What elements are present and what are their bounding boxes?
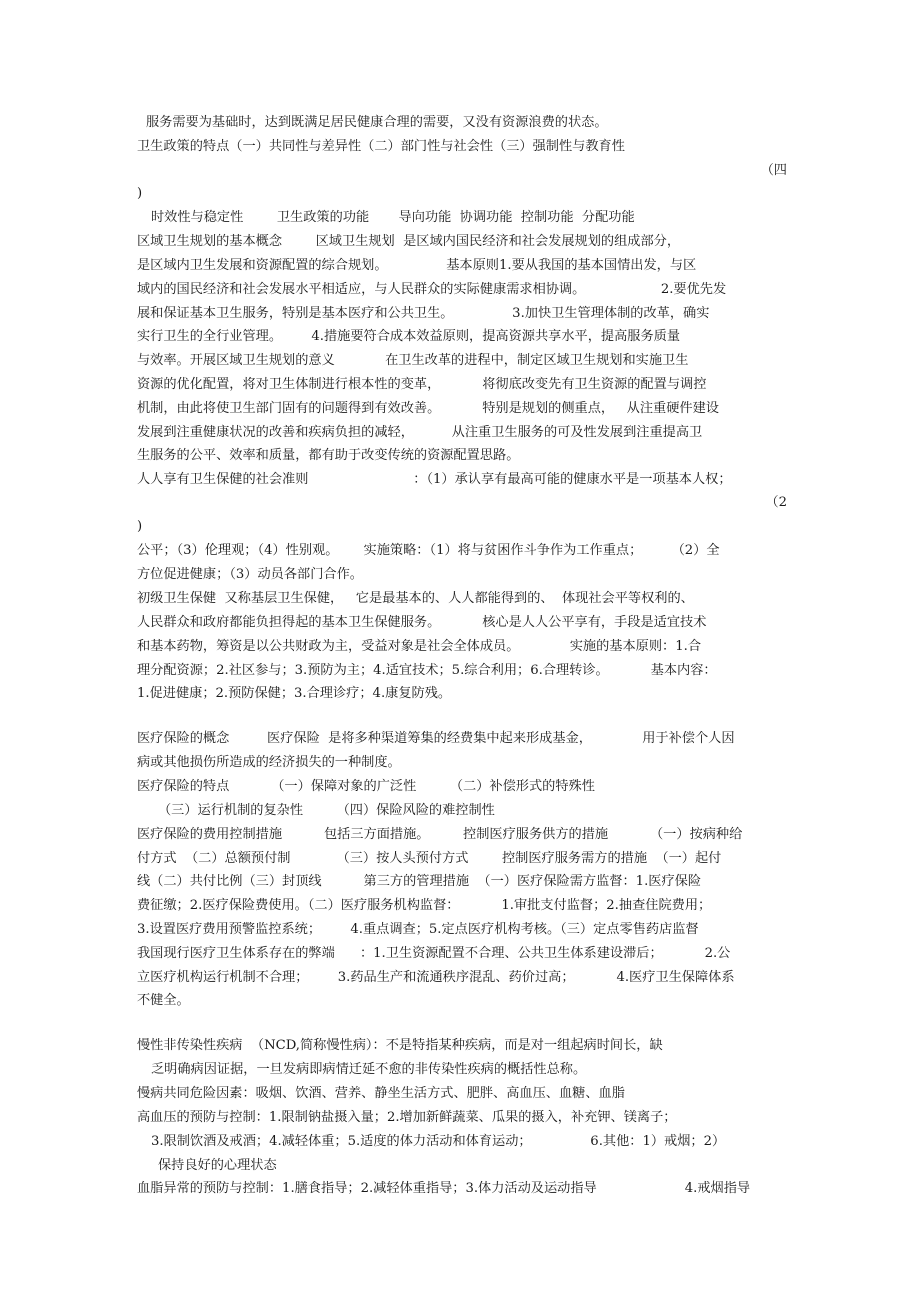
text-line: 初级卫生保健 又称基层卫生保健， 它是最基本的、人人都能得到的、 体现社会平等权利的、: [137, 591, 694, 606]
text-line: 付方式 （二）总额预付制 （三）按人头预付方式 控制医疗服务需方的措施 （一）起付: [137, 851, 722, 866]
text-line: 保持良好的心理状态: [158, 1158, 277, 1173]
text-line: 机制，由此将使卫生部门固有的问题得到有效改善。 特别是规划的侧重点， 从注重硬件建设: [137, 401, 719, 416]
text-line: 和基本药物，筹资是以公共财政为主，受益对象是社会全体成员。 实施的基本原则：1.合: [137, 639, 702, 654]
text-line: 是区域内卫生发展和资源配置的综合规划。 基本原则1.要从我国的基本国情出发，与区: [137, 258, 697, 273]
text-line: 3.设置医疗费用预警监控系统； 4.重点调查；5.定点医疗机构考核。（三）定点零售药店监督: [137, 922, 699, 937]
text-line: （2: [765, 495, 787, 510]
text-line: 实行卫生的全行业管理。 4.措施要符合成本效益原则，提高资源共享水平，提高服务质量: [137, 329, 681, 344]
text-line: 方位促进健康；（3）动员各部门合作。: [137, 567, 363, 582]
text-line: 1.促进健康；2.预防保健；3.合理诊疗；4.康复防残。: [137, 686, 452, 701]
text-line: 展和保证基本卫生服务，特别是基本医疗和公共卫生。 3.加快卫生管理体制的改革，确实: [137, 306, 710, 321]
text-line: 时效性与稳定性 卫生政策的功能 导向功能 协调功能 控制功能 分配功能: [151, 210, 635, 225]
text-line: 人人享有卫生保健的社会准则 ：（1）承认享有最高可能的健康水平是一项基本人权；: [137, 472, 732, 487]
text-line: 理分配资源；2.社区参与；3.预防为主；4.适宜技术；5.综合利用；6.合理转诊。 基本内容：: [137, 663, 717, 678]
text-line: 血脂异常的预防与控制：1.膳食指导；2.减轻体重指导；3.体力活动及运动指导 4.戒烟指导: [137, 1181, 751, 1196]
text-line: 公平；（3）伦理观；（4）性别观。 实施策略：（1）将与贫困作斗争作为工作重点； （2）全: [137, 543, 720, 558]
text-line: 人民群众和政府都能负担得起的基本卫生保健服务。 核心是人人公平享有，手段是适宜技术: [137, 615, 707, 630]
text-line: 区域卫生规划的基本概念 区域卫生规划 是区域内国民经济和社会发展规划的组成部分，: [137, 234, 681, 249]
text-line: 发展到注重健康状况的改善和疾病负担的减轻， 从注重卫生服务的可及性发展到注重提高卫: [137, 425, 703, 440]
text-line: ): [137, 186, 143, 201]
text-line: 医疗保险的特点 （一）保障对象的广泛性 （二）补偿形式的特殊性: [137, 779, 595, 794]
text-line: 服务需要为基础时，达到既满足居民健康合理的需要，又没有资源浪费的状态。: [146, 115, 608, 130]
text-line: 费征缴；2.医疗保险费使用。（二）医疗服务机构监督： 1.审批支付监督；2.抽查住院费用；: [137, 898, 712, 913]
text-line: 我国现行医疗卫生体系存在的弊端 ：1.卫生资源配置不合理、公共卫生体系建设滞后； 2.公: [137, 946, 731, 961]
text-line: 立医疗机构运行机制不合理； 3.药品生产和流通秩序混乱、药价过高； 4.医疗卫生保障体系: [137, 970, 735, 985]
text-line: 慢病共同危险因素：吸烟、饮酒、营养、静坐生活方式、肥胖、高血压、血糖、血脂: [137, 1086, 625, 1101]
text-line: （三）运行机制的复杂性 （四）保险风险的难控制性: [158, 803, 495, 818]
text-line: 生服务的公平、效率和质量，都有助于改变传统的资源配置思路。: [137, 448, 520, 463]
text-line: 医疗保险的费用控制措施 包括三方面措施。 控制医疗服务供方的措施 （一）按病种给: [137, 827, 743, 842]
text-line: 病或其他损伤所造成的经济损失的一种制度。: [137, 755, 401, 770]
text-line: 线（二）共付比例（三）封顶线 第三方的管理措施 （一）医疗保险需方监督：1.医疗保险: [137, 874, 702, 889]
text-line: （四: [760, 163, 787, 178]
text-line: 慢性非传染性疾病 （NCD,简称慢性病）：不是特指某种疾病，而是对一组起病时间长，缺: [137, 1038, 663, 1053]
text-line: 资源的优化配置，将对卫生体制进行根本性的变革， 将彻底改变先有卫生资源的配置与调控: [137, 377, 707, 392]
text-line: ): [137, 519, 143, 534]
text-line: 与效率。开展区域卫生规划的意义 在卫生改革的进程中，制定区域卫生规划和实施卫生: [137, 353, 689, 368]
text-line: 乏明确病因证据，一旦发病即病情迁延不愈的非传染性疾病的概括性总称。: [151, 1062, 587, 1077]
text-line: 3.限制饮酒及戒酒；4.减轻体重；5.适度的体力活动和体育运动； 6.其他：1）戒烟；2）: [151, 1134, 726, 1149]
text-line: 高血压的预防与控制：1.限制钠盐摄入量；2.增加新鲜蔬菜、瓜果的摄入，补充钾、镁离子；: [137, 1110, 677, 1125]
text-line: 域内的国民经济和社会发展水平相适应，与人民群众的实际健康需求相协调。 2.要优先发: [137, 282, 727, 297]
text-line: 不健全。: [137, 993, 190, 1008]
text-line: 医疗保险的概念 医疗保险 是将多种渠道筹集的经费集中起来形成基金， 用于补偿个人因: [137, 731, 735, 746]
text-line: 卫生政策的特点（一）共同性与差异性（二）部门性与社会性（三）强制性与教育性: [137, 139, 625, 154]
